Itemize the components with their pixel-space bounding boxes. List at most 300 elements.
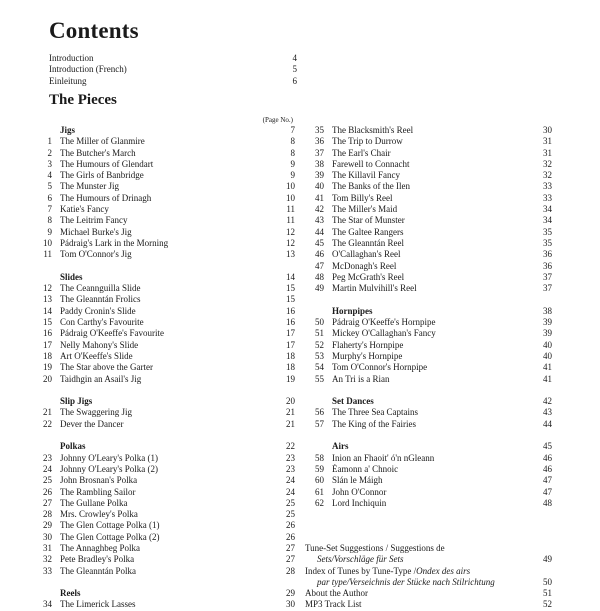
tune-entry[interactable]	[33, 227, 295, 238]
entry-title: The Gullane Polka	[60, 497, 128, 508]
entry-page: 49	[543, 554, 552, 565]
tune-entry[interactable]	[33, 317, 295, 328]
tune-entry[interactable]	[33, 464, 295, 475]
entry-number: 12	[43, 283, 52, 294]
entry-number: 24	[43, 463, 52, 474]
entry-title: The Rambling Sailor	[60, 486, 136, 497]
entry-number: 39	[315, 170, 324, 181]
entry-page: 32	[543, 158, 552, 169]
entry-title: The Girls of Banbridge	[60, 170, 144, 181]
entry-title: The Galtee Rangers	[332, 226, 404, 237]
tune-entry[interactable]	[305, 340, 552, 351]
entry-number: 59	[315, 463, 324, 474]
entry-number: 48	[315, 271, 324, 282]
entry-page: 31	[543, 136, 552, 147]
section-page: 20	[286, 396, 295, 407]
entry-page: 15	[286, 294, 295, 305]
entry-number: 43	[315, 215, 324, 226]
entry-number: 11	[43, 249, 52, 260]
entry-page: 25	[286, 509, 295, 520]
tune-entry[interactable]	[33, 487, 295, 498]
entry-number: 33	[43, 565, 52, 576]
entry-page: 11	[286, 204, 295, 215]
tune-entry[interactable]	[33, 407, 295, 418]
tune-entry[interactable]	[305, 272, 552, 283]
tune-entry[interactable]	[305, 136, 552, 147]
entry-title: The Killavil Fancy	[332, 170, 400, 181]
section-page: 42	[543, 396, 552, 407]
entry-number: 29	[43, 520, 52, 531]
entry-number: 7	[47, 204, 52, 215]
section-page: 29	[286, 588, 295, 599]
entry-title: Pádraig O'Keeffe's Favourite	[60, 328, 165, 339]
tune-entry[interactable]	[305, 238, 552, 249]
section-page: 14	[286, 271, 295, 282]
entry-number: 1	[47, 136, 52, 147]
entry-title: Pádraig O'Keeffe's Hornpipe	[332, 317, 436, 328]
tune-entry[interactable]	[33, 181, 295, 192]
entry-title: The Butcher's March	[60, 147, 136, 158]
entry-page: 41	[543, 362, 552, 373]
tune-entry[interactable]	[305, 125, 552, 136]
entry-page: 27	[286, 542, 295, 553]
tune-entry[interactable]	[33, 294, 295, 305]
tune-entry[interactable]	[305, 487, 552, 498]
entry-title: Inion an Fhaoit' ó'n nGleann	[332, 452, 435, 463]
entry-number: 56	[315, 407, 324, 418]
tune-entry[interactable]	[33, 351, 295, 362]
entry-title: Tom O'Connor's Jig	[60, 249, 132, 260]
tune-entry[interactable]	[305, 374, 552, 385]
entry-page: 28	[286, 565, 295, 576]
entry-page: 17	[286, 328, 295, 339]
tune-entry[interactable]	[305, 498, 552, 509]
entry-title: Michael Burke's Jig	[60, 226, 132, 237]
entry-number: 25	[43, 475, 52, 486]
tune-entry[interactable]	[33, 554, 295, 565]
entry-page: 46	[543, 463, 552, 474]
tune-entry[interactable]	[33, 159, 295, 170]
entry-page: 16	[286, 305, 295, 316]
entry-number: 36	[315, 136, 324, 147]
entry-title: The Miller of Glanmire	[60, 136, 145, 147]
tune-entry[interactable]	[33, 238, 295, 249]
section-title: Slip Jigs	[60, 396, 93, 407]
section-heading[interactable]	[305, 396, 552, 407]
tune-entry[interactable]	[305, 453, 552, 464]
entry-number: 46	[315, 249, 324, 260]
entry-title: Introduction	[49, 53, 94, 63]
spacer	[33, 577, 295, 588]
entry-title: Pete Bradley's Polka	[60, 554, 135, 565]
entry-number: 8	[47, 215, 52, 226]
entry-number: 13	[43, 294, 52, 305]
section-title: Set Dances	[332, 396, 374, 407]
entry-number: 2	[47, 147, 52, 158]
entry-title: Murphy's Hornpipe	[332, 350, 403, 361]
entry-title: The Glen Cottage Polka (1)	[60, 520, 160, 531]
entry-title: Lord Inchiquin	[332, 497, 387, 508]
spacer	[305, 385, 552, 396]
entry-title: The Ceannguilla Slide	[60, 283, 141, 294]
appendix-entry[interactable]	[305, 599, 552, 610]
entry-title: The Gleanntán Frolics	[60, 294, 141, 305]
entry-title: Con Carthy's Favourite	[60, 317, 144, 328]
entry-number: 50	[315, 317, 324, 328]
tune-entry[interactable]	[305, 362, 552, 373]
entry-title: The Limerick Lasses	[60, 599, 136, 610]
entry-title: The King of the Fairies	[332, 418, 416, 429]
spacer	[305, 430, 552, 441]
entry-number: 19	[43, 362, 52, 373]
entry-page: 12	[286, 226, 295, 237]
entry-title: Nelly Mahony's Slide	[60, 339, 139, 350]
entry-number: 22	[43, 418, 52, 429]
entry-page: 24	[286, 475, 295, 486]
entry-title: Index of Tunes by Tune-Type /	[305, 565, 417, 576]
section-page: 45	[543, 441, 552, 452]
entry-title: Martin Mulvihill's Reel	[332, 283, 417, 294]
tune-entry[interactable]	[33, 532, 295, 543]
section-title: Reels	[60, 588, 81, 599]
section-heading[interactable]	[33, 588, 295, 599]
entry-page: 4	[292, 53, 297, 63]
entry-page: 36	[543, 260, 552, 271]
tune-entry[interactable]	[33, 599, 295, 610]
entry-title: The Star of Munster	[332, 215, 405, 226]
entry-page: 46	[543, 452, 552, 463]
entry-title: Flaherty's Hornpipe	[332, 339, 404, 350]
tune-entry[interactable]	[305, 249, 552, 260]
entry-title: John O'Connor	[332, 486, 387, 497]
tune-entry[interactable]	[33, 283, 295, 294]
entry-title: McDonagh's Reel	[332, 260, 397, 271]
entry-number: 15	[43, 317, 52, 328]
entry-page: 36	[543, 249, 552, 260]
entry-title: Dever the Dancer	[60, 418, 124, 429]
tune-entry[interactable]	[305, 181, 552, 192]
entry-title: An Tri is a Rian	[332, 373, 390, 384]
appendix-entry[interactable]	[305, 588, 552, 599]
tune-entry[interactable]	[33, 566, 295, 577]
spacer	[33, 430, 295, 441]
entry-number: 58	[315, 452, 324, 463]
entry-title: MP3 Track List	[305, 599, 362, 610]
entry-page: 8	[290, 136, 295, 147]
entry-title: Taidhgin an Asail's Jig	[60, 373, 142, 384]
right-column	[305, 116, 552, 611]
entry-title: The Trip to Durrow	[332, 136, 403, 147]
entry-title: Peg McGrath's Reel	[332, 271, 405, 282]
section-page: 22	[286, 441, 295, 452]
entry-number: 60	[315, 475, 324, 486]
appendix-entry[interactable]	[305, 554, 552, 565]
entry-title: Katie's Fancy	[60, 204, 109, 215]
entry-number: 42	[315, 204, 324, 215]
entry-number: 30	[43, 531, 52, 542]
entry-title: Einleitung	[49, 75, 87, 86]
entry-page: 26	[286, 520, 295, 531]
entry-number: 41	[315, 192, 324, 203]
entry-page: 43	[543, 407, 552, 418]
tune-entry[interactable]	[305, 193, 552, 204]
tune-entry[interactable]	[33, 148, 295, 159]
entry-title: The Humours of Drinagh	[60, 192, 152, 203]
spacer	[305, 294, 552, 305]
entry-page: 31	[543, 147, 552, 158]
tune-entry[interactable]	[33, 509, 295, 520]
entry-title: About the Author	[305, 588, 368, 599]
entry-title: The Blacksmith's Reel	[332, 125, 414, 135]
entry-number: 26	[43, 486, 52, 497]
entry-number: 47	[315, 260, 324, 271]
entry-number: 51	[315, 328, 324, 339]
entry-title: The Humours of Glendart	[60, 158, 154, 169]
entry-title: O'Callaghan's Reel	[332, 249, 401, 260]
section-page: 38	[543, 305, 552, 316]
entry-page: 39	[543, 317, 552, 328]
entry-page: 23	[286, 463, 295, 474]
tune-entry[interactable]	[305, 351, 552, 362]
entry-page: 37	[543, 283, 552, 294]
tune-entry[interactable]	[33, 170, 295, 181]
entry-number: 38	[315, 158, 324, 169]
entry-title: Art O'Keeffe's Slide	[60, 350, 133, 361]
entry-page: 10	[286, 181, 295, 192]
tune-entry[interactable]	[33, 204, 295, 215]
entry-title: The Glen Cottage Polka (2)	[60, 531, 160, 542]
entry-page: 50	[543, 576, 552, 587]
section-title: Jigs	[60, 125, 76, 135]
entry-number: 5	[47, 181, 52, 192]
tune-entry[interactable]	[33, 249, 295, 260]
section-title: Polkas	[60, 441, 86, 452]
tune-entry[interactable]	[305, 328, 552, 339]
intro-entry[interactable]	[49, 76, 297, 87]
entry-page: 33	[543, 192, 552, 203]
tune-entry[interactable]	[33, 136, 295, 147]
entry-page: 17	[286, 339, 295, 350]
entry-title: Introduction (French)	[49, 64, 127, 75]
entry-number: 9	[47, 226, 52, 237]
tune-entry[interactable]	[33, 340, 295, 351]
tune-entry[interactable]	[33, 498, 295, 509]
entry-title: Tom Billy's Reel	[332, 192, 393, 203]
entry-page: 40	[543, 350, 552, 361]
entry-title: Sets/Vorschläge für Sets	[317, 554, 404, 565]
entry-title: Tune-Set Suggestions / Suggestions de	[305, 542, 445, 553]
entry-page: 27	[286, 554, 295, 565]
spacer	[305, 509, 552, 520]
section-heading[interactable]	[33, 396, 295, 407]
entry-page: 16	[286, 317, 295, 328]
entry-page: 34	[543, 215, 552, 226]
tune-entry[interactable]	[33, 328, 295, 339]
entry-number: 34	[43, 599, 52, 610]
tune-entry[interactable]	[305, 419, 552, 430]
entry-page: 19	[286, 373, 295, 384]
entry-page: 5	[292, 64, 297, 75]
section-heading[interactable]	[33, 125, 295, 136]
tune-entry[interactable]	[305, 204, 552, 215]
tune-entry[interactable]	[33, 362, 295, 373]
tune-entry[interactable]	[33, 543, 295, 554]
entry-number: 28	[43, 509, 52, 520]
section-heading[interactable]	[305, 441, 552, 452]
entry-page: 12	[286, 237, 295, 248]
entry-number: 55	[315, 373, 324, 384]
entry-page: 34	[543, 204, 552, 215]
entry-page: 25	[286, 497, 295, 508]
entry-number: 54	[315, 362, 324, 373]
appendix-entry[interactable]	[305, 543, 552, 554]
entry-number: 57	[315, 418, 324, 429]
section-title: Airs	[332, 441, 349, 452]
entry-page: 11	[286, 215, 295, 226]
entry-page: 18	[286, 362, 295, 373]
tune-entry[interactable]	[305, 317, 552, 328]
entry-number: 35	[315, 125, 324, 135]
appendix-entry[interactable]	[305, 577, 552, 588]
entry-title: Johnny O'Leary's Polka (1)	[60, 452, 158, 463]
section-title: Hornpipes	[332, 305, 373, 316]
entry-number: 14	[43, 305, 52, 316]
entry-title-italic: Ondex des airs	[416, 565, 471, 576]
spacer	[305, 520, 552, 531]
entry-title: The Gleanntán Polka	[60, 565, 136, 576]
entry-page: 51	[543, 588, 552, 599]
entry-number: 37	[315, 147, 324, 158]
entry-page: 37	[543, 271, 552, 282]
entry-number: 16	[43, 328, 52, 339]
tune-entry[interactable]	[305, 170, 552, 181]
entry-page: 21	[286, 407, 295, 418]
entry-number: 32	[43, 554, 52, 565]
entry-page: 26	[286, 531, 295, 542]
spacer	[305, 532, 552, 543]
spacer	[33, 385, 295, 396]
tune-entry[interactable]	[33, 306, 295, 317]
entry-number: 20	[43, 373, 52, 384]
entry-page: 35	[543, 226, 552, 237]
tune-entry[interactable]	[305, 283, 552, 294]
entry-number: 44	[315, 226, 324, 237]
entry-title: Slán le Máigh	[332, 475, 383, 486]
entry-number: 49	[315, 283, 324, 294]
entry-page: 23	[286, 452, 295, 463]
entry-number: 45	[315, 237, 324, 248]
entry-title: The Three Sea Captains	[332, 407, 419, 418]
entry-number: 6	[47, 192, 52, 203]
entry-title: The Munster Jig	[60, 181, 119, 192]
entry-title: Mickey O'Callaghan's Fancy	[332, 328, 436, 339]
left-column	[33, 116, 295, 611]
entry-title: The Annaghbeg Polka	[60, 542, 140, 553]
tune-entry[interactable]	[305, 159, 552, 170]
entry-number: 52	[315, 339, 324, 350]
entry-page: 13	[286, 249, 295, 260]
entry-title: The Gleanntán Reel	[332, 237, 404, 248]
entry-page: 41	[543, 373, 552, 384]
entry-title: par type/Verseichnis der Stücke nach Stilrichtung	[317, 576, 495, 587]
entry-number: 62	[315, 497, 324, 508]
entry-number: 40	[315, 181, 324, 192]
entry-title: The Star above the Garter	[60, 362, 153, 373]
tune-entry[interactable]	[33, 520, 295, 531]
entry-page: 30	[543, 125, 552, 135]
entry-page: 15	[286, 283, 295, 294]
section-heading[interactable]	[33, 272, 295, 283]
entry-title: Pádraig's Lark in the Morning	[60, 237, 169, 248]
entry-page: 6	[292, 75, 297, 86]
section-heading[interactable]	[305, 306, 552, 317]
tune-entry[interactable]	[33, 419, 295, 430]
tune-entry[interactable]	[305, 261, 552, 272]
entry-title: Farewell to Connacht	[332, 158, 410, 169]
tune-entry[interactable]	[33, 374, 295, 385]
entry-number: 18	[43, 350, 52, 361]
entry-number: 27	[43, 497, 52, 508]
entry-page: 33	[543, 181, 552, 192]
entry-title: The Miller's Maid	[332, 204, 398, 215]
entry-page: 9	[290, 158, 295, 169]
entry-page: 52	[543, 599, 552, 610]
tune-entry[interactable]	[33, 475, 295, 486]
appendix-entry[interactable]	[305, 566, 552, 577]
entry-page: 40	[543, 339, 552, 350]
entry-page: 24	[286, 486, 295, 497]
entry-number: 21	[43, 407, 52, 418]
spacer	[33, 261, 295, 272]
entry-number: 31	[43, 542, 52, 553]
intro-entry[interactable]	[49, 64, 297, 75]
tune-entry[interactable]	[305, 148, 552, 159]
entry-page: 8	[290, 147, 295, 158]
pieces-heading: The Pieces	[49, 92, 117, 108]
entry-page: 21	[286, 418, 295, 429]
entry-number: 23	[43, 452, 52, 463]
tune-entry[interactable]	[305, 407, 552, 418]
entry-page: 35	[543, 237, 552, 248]
entry-page: 44	[543, 418, 552, 429]
tune-entry[interactable]	[33, 215, 295, 226]
section-title: Slides	[60, 271, 83, 282]
entry-number: 10	[43, 237, 52, 248]
tune-entry[interactable]	[305, 464, 552, 475]
entry-page: 18	[286, 350, 295, 361]
entry-page: 39	[543, 328, 552, 339]
tune-entry[interactable]	[33, 453, 295, 464]
entry-number: 4	[47, 170, 52, 181]
entry-title: Mrs. Crowley's Polka	[60, 509, 138, 520]
entry-title: Paddy Cronin's Slide	[60, 305, 136, 316]
intro-list	[49, 53, 297, 87]
entry-title: John Brosnan's Polka	[60, 475, 138, 486]
tune-entry[interactable]	[305, 215, 552, 226]
entry-number: 17	[43, 339, 52, 350]
intro-entry[interactable]	[49, 53, 297, 64]
entry-title: The Earl's Chair	[332, 147, 391, 158]
section-heading[interactable]	[33, 441, 295, 452]
tune-entry[interactable]	[305, 475, 552, 486]
tune-entry[interactable]	[305, 227, 552, 238]
entry-number: 61	[315, 486, 324, 497]
entry-page: 10	[286, 192, 295, 203]
page-no-label: (Page No.)	[262, 116, 293, 124]
section-page: 7	[290, 125, 295, 135]
entry-page: 47	[543, 486, 552, 497]
tune-entry[interactable]	[33, 193, 295, 204]
